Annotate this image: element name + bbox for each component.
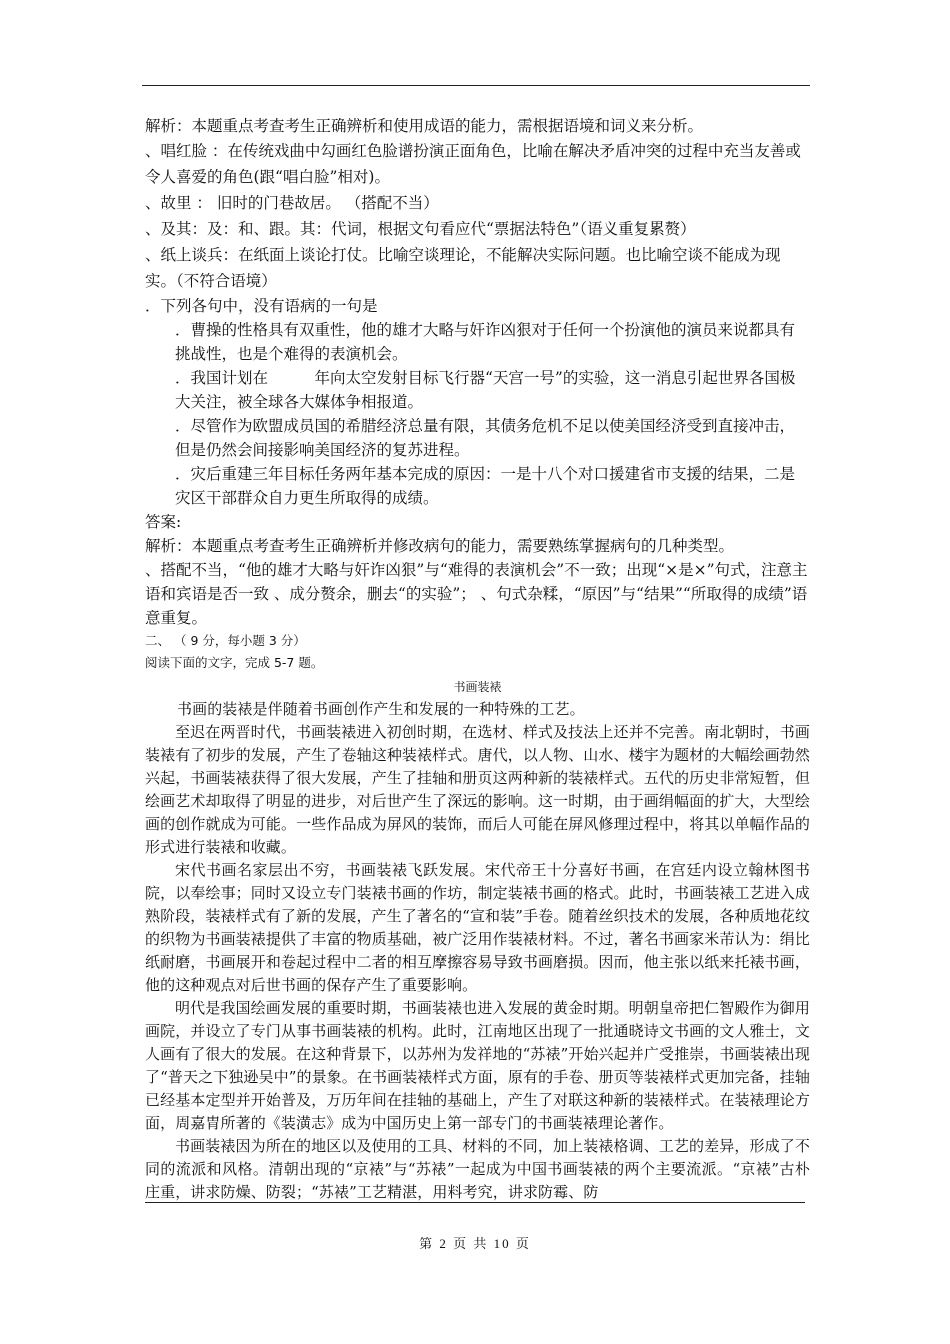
page-content (145, 114, 810, 1204)
analysis2-body: 、搭配不当，“他的雄才大略与奸诈凶狠”与“难得的表演机会”不一致；出现“×是×”句式，注意主语和宾语是否一致 、成分赘余，删去“的实验”； 、句式杂糅，“原因”与“结果”“所取得的成绩”语意重复。 (145, 561, 808, 627)
option-a: ．曹操的性格具有双重性，他的雄才大略与奸诈凶狠对于任何一个扮演他的演员来说都具有挑战性，也是个难得的表演机会。 (175, 321, 796, 363)
analysis-intro: 解析：本题重点考查考生正确辨析和使用成语的能力，需根据语境和词义来分析。 (145, 117, 704, 135)
section-instruction: 阅读下面的文字，完成 5-7 题。 (145, 655, 324, 670)
page-number: 第 2 页 共 10 页 (419, 1236, 531, 1251)
analysis-item-b: 、故里 ： 旧时的门巷故居。 （搭配不当） (145, 194, 439, 212)
essay-paragraph: 明代是我国绘画发展的重要时期，书画装裱也进入发展的黄金时期。明朝皇帝把仁智殿作为御用画院，并设立了专门从事书画装裱的机构。此时，江南地区出现了一批通晓诗文书画的文人雅士，文人画有了很大的发展。在这种背景下，以苏州为发祥地的“苏裱”开始兴起并广受推崇，书画装裱出现了“普天之下独逊吴中”的景象。在书画装裱样式方面，原有的手卷、册页等装裱样式更加完备，挂轴已经基本定型并开始普及，万历年间在挂轴的基础上，产生了对联这种新的装裱样式。在装裱理论方面，周嘉胄所著的《装潢志》成为中国历史上第一部专门的书画装裱理论著作。 (145, 999, 810, 1132)
essay-title: 书画装裱 (453, 680, 502, 694)
footer-rule (145, 1202, 805, 1203)
analysis-item-d: 、纸上谈兵：在纸面上谈论打仗。比喻空谈理论，不能解决实际问题。也比喻空谈不能成为现实。（不符合语境） (145, 246, 781, 290)
essay-paragraph: 书画的装裱是伴随着书画创作产生和发展的一种特殊的工艺。 (177, 700, 585, 718)
essay-paragraph: 宋代书画名家层出不穷，书画装裱飞跃发展。宋代帝王十分喜好书画，在宫廷内设立翰林图书院，以奉绘事；同时又设立专门装裱书画的作坊，制定装裱书画的格式。此时，书画装裱工艺进入成熟阶段，装裱样式有了新的发展，产生了著名的“宣和装”手卷。随着丝织技术的发展，各种质地花纹的织物为书画装裱提供了丰富的物质基础，被广泛用作装裱材料。不过，著名书画家米芾认为：绢比纸耐磨，书画展开和卷起过程中二者的相互摩擦容易导致书画磨损。因而，他主张以纸来托裱书画，他的这种观点对后世书画的保存产生了重要影响。 (145, 861, 810, 994)
essay-body (145, 698, 810, 1204)
analysis-item-a: 、唱红脸 ：在传统戏曲中勾画红色脸谱扮演正面角色，比喻在解决矛盾冲突的过程中充当友善或令人喜爱的角色(跟“唱白脸”相对)。 (145, 142, 801, 186)
essay-paragraph: 书画装裱因为所在的地区以及使用的工具、材料的不同，加上装裱格调、工艺的差异，形成了不同的流派和风格。清朝出现的“京裱”与“苏裱”一起成为中国书画装裱的两个主要流派。“京裱”古朴庄重，讲求防燥、防裂；“苏裱”工艺精湛，用料考究，讲求防霉、防 (145, 1137, 810, 1201)
option-d: ．灾后重建三年目标任务两年基本完成的原因：一是十八个对口援建省市支援的结果，二是灾区干部群众自力更生所取得的成绩。 (175, 465, 796, 507)
question-stem: ．下列各句中，没有语病的一句是 (145, 297, 378, 315)
option-b: ．我国计划在 年向太空发射目标飞行器“天宫一号”的实验，这一消息引起世界各国极大关注，被全球各大媒体争相报道。 (175, 369, 796, 411)
option-c: ．尽管作为欧盟成员国的希腊经济总量有限，其债务危机不足以使美国经济受到直接冲击，但是仍然会间接影响美国经济的复苏进程。 (175, 417, 796, 459)
analysis-item-c: 、及其：及：和、跟。其：代词，根据文句看应代“票据法特色”（语义重复累赘） (145, 220, 696, 238)
analysis2-intro: 解析：本题重点考查考生正确辨析并修改病句的能力，需要熟练掌握病句的几种类型。 (145, 537, 735, 555)
header-rule (142, 85, 810, 86)
section-heading: 二、 （ 9 分，每小题 3 分） (145, 633, 306, 648)
answer-label: 答案: (145, 513, 182, 531)
essay-paragraph: 至迟在两晋时代，书画装裱进入初创时期，在选材、样式及技法上还并不完善。南北朝时，书画装裱有了初步的发展，产生了卷轴这种装裱样式。唐代，以人物、山水、楼宇为题材的大幅绘画勃然兴起，书画装裱获得了很大发展，产生了挂轴和册页这两种新的装裱样式。五代的历史非常短暂，但绘画艺术却取得了明显的进步，对后世产生了深远的影响。这一时期，由于画绢幅面的扩大，大型绘画的创作就成为可能。一些作品成为屏风的装饰，而后人可能在屏风修理过程中，将其以单幅作品的形式进行装裱和收藏。 (145, 723, 810, 856)
